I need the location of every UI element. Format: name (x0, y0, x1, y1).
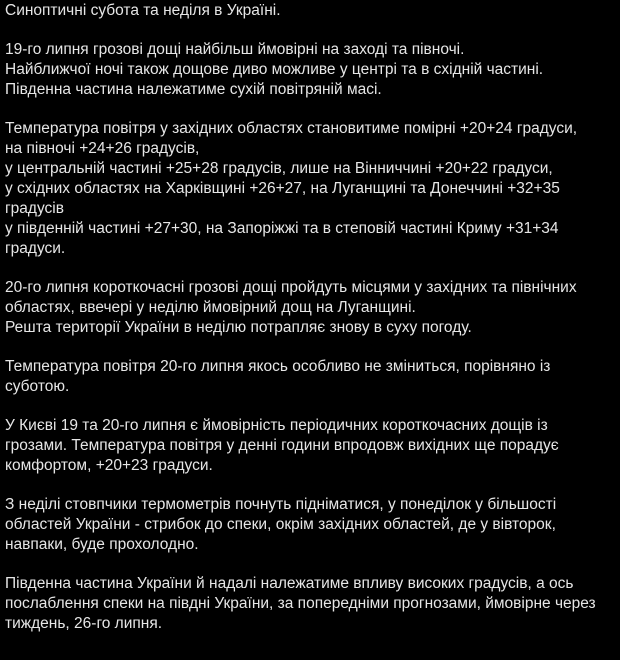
paragraph-line: навпаки, буде прохолодно. (5, 536, 199, 553)
paragraph-line: областях, ввечері у неділю ймовірний дощ на Луганщині. (5, 299, 416, 316)
paragraph-line: 20-го липня короткочасні грозові дощі пройдуть місцями у західних та північних (5, 279, 577, 296)
paragraph-line: Синоптичні субота та неділя в Україні. (5, 2, 281, 19)
paragraph-line: суботою. (5, 378, 70, 395)
paragraph-line: у східних областях на Харківщині +26+27, на Луганщині та Донеччині +32+35 (5, 180, 560, 197)
paragraph-line: комфортом, +20+23 градуси. (5, 457, 213, 474)
paragraph-line: Температура повітря 20-го липня якось особливо не зміниться, порівняно із (5, 358, 551, 375)
paragraph-line: Температура повітря у західних областях становитиме помірні +20+24 градуси, (5, 120, 578, 137)
paragraph-line: тиждень, 26-го липня. (5, 615, 163, 632)
paragraph-title (5, 0, 617, 21)
paragraph-line: на півночі +24+26 градусів, (5, 140, 200, 157)
paragraph-line: послаблення спеки на півдні України, за попередніми прогнозами, ймовірне через (5, 595, 596, 612)
paragraph-heat (5, 495, 617, 555)
paragraph-line: Решта території України в неділю потрапляє знову в суху погоду. (5, 319, 472, 336)
paragraph-temperature-19 (5, 119, 617, 259)
paragraph-line: у південній частині +27+30, на Запоріжжі та в степовій частині Криму +31+34 (5, 220, 559, 237)
paragraph-line: Південна частина України й надалі належатиме впливу високих градусів, а ось (5, 575, 574, 592)
paragraph-line: Південна частина належатиме сухій повітряній масі. (5, 81, 382, 98)
paragraph-south (5, 574, 617, 634)
paragraph-rain-20 (5, 278, 617, 338)
forecast-text (5, 0, 617, 653)
paragraph-kyiv (5, 416, 617, 476)
paragraph-temperature-20 (5, 357, 617, 397)
paragraph-line: грозами. Температура повітря у денні години впродовж вихідних ще порадує (5, 437, 559, 454)
paragraph-line: Найближчої ночі також дощове диво можливе у центрі та в східній частині. (5, 61, 544, 78)
paragraph-line: областей України - стрибок до спеки, окрім західних областей, де у вівторок, (5, 516, 556, 533)
paragraph-line: У Києві 19 та 20-го липня є ймовірність періодичних короткочасних дощів із (5, 417, 548, 434)
paragraph-line: З неділі стовпчики термометрів почнуть підніматися, у понеділок у більшості (5, 496, 557, 513)
paragraph-line: градусів (5, 200, 64, 217)
paragraph-line: 19-го липня грозові дощі найбільш ймовірні на заході та півночі. (5, 41, 465, 58)
paragraph-line: градуси. (5, 240, 66, 257)
paragraph-rain-19 (5, 40, 617, 100)
paragraph-line: у центральній частині +25+28 градусів, лише на Вінниччині +20+22 градуси, (5, 160, 553, 177)
